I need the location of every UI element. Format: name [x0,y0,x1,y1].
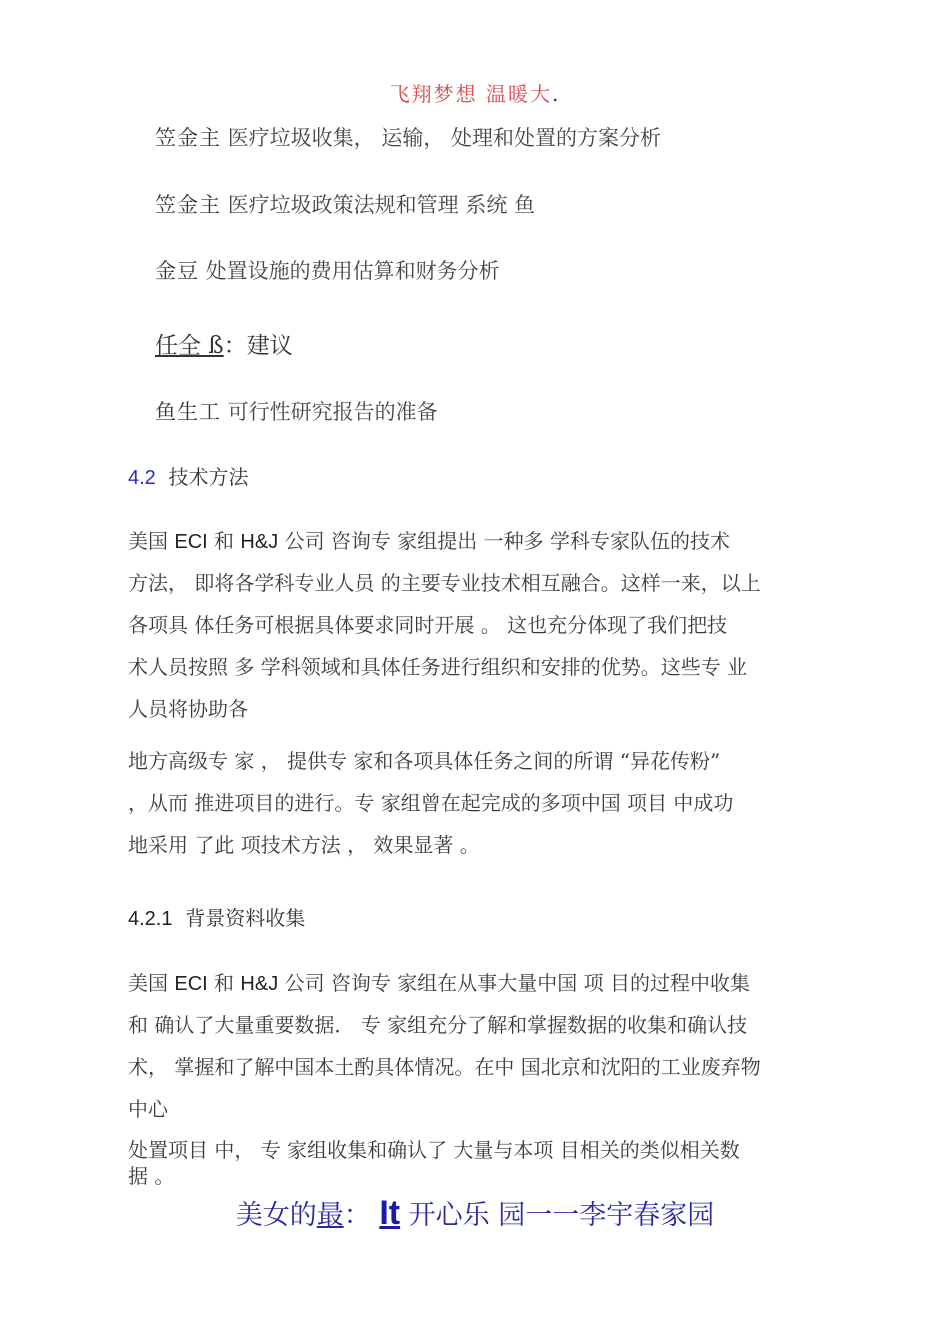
paragraph-line: 和 确认了大量重要数据． 专 家组充分了解和掌握数据的收集和确认技 [128,1013,748,1037]
paragraph-line: 美国 ECI 和 H&J 公司 咨询专 家组提出 一种多 学科专家队伍的技术 [128,529,731,553]
task-lead: 鱼生工 [155,400,221,424]
paragraph-line: 处置项目 中， 专 家组收集和确认了 大量与本项 目相关的类似相关数 [128,1138,740,1162]
paragraph-line: 美国 ECI 和 H&J 公司 咨询专 家组在从事大量中国 项 目的过程中收集 [128,971,751,995]
task-text: 可行性研究报告的准备 [227,400,438,424]
paragraph-line: 据 。 [128,1164,175,1188]
paragraph-line: 术， 掌握和了解中国本土酌具体情况。在中 国北京和沈阳的工业废弃物 [128,1055,761,1079]
section-heading-4-2 [128,461,249,490]
section-number: 4.2 [128,467,156,489]
paragraph-line: 人员将协助各 [128,697,248,721]
task-item-2 [155,189,535,219]
paragraph-line: 术人员按照 多 学科领域和具体任务进行组织和安排的优势。这些专 业 [128,655,748,679]
task-text: 医疗垃圾收集， 运输， 处理和处置的方案分析 [227,126,662,150]
task-lead: 金豆 [155,259,199,283]
task-lead: 笠金主 [155,193,221,217]
task-text: 处置设施的费用估算和财务分析 [205,259,500,283]
paragraph-line: 各项具 体任务可根据具体要求同时开展 。 这也充分体现了我们把技 [128,613,728,637]
task-big-text: ：建议 [223,333,293,359]
page-footer: 美女的最： It 开心乐 园一一李宇春家园 [235,1194,715,1232]
paragraph-data-collection [128,962,858,1130]
task-text: 医疗垃圾政策法规和管理 系统 鱼 [227,193,536,217]
paragraph-line: 地方高级专 家 ， 提供专 家和各项具体任务之间的所谓 “异花传粉” [128,749,721,773]
paragraph-line: 方法， 即将各学科专业人员 的主要专业技术相互融合。这样一来，以上 [128,571,761,595]
footer-it-mark: It [379,1194,401,1232]
task-big-label: 任全 ß [155,333,224,359]
header-text: 飞翔梦想 温暖大 [389,82,552,106]
section-number: 4.2.1 [128,908,173,930]
task-lead: 笠金主 [155,126,221,150]
paragraph-line: 地采用 了此 项技术方法 ， 效果显著 。 [128,833,480,857]
header-dot: . [552,82,561,106]
task-heading-recommendations [155,327,293,360]
paragraph-line: ，从而 推进项目的进行。专 家组曾在起完成的多项中国 项目 中成功 [128,791,734,815]
paragraph-project-data [128,1138,858,1190]
section-heading-4-2-1 [128,902,305,931]
paragraph-cross-pollination [128,740,858,866]
task-item-4 [155,396,438,426]
task-item-3 [155,255,500,285]
paragraph-technical-approach [128,520,858,730]
task-item-1 [155,122,661,152]
paragraph-line: 中心 [128,1097,168,1121]
page-header [0,78,950,107]
section-title: 背景资料收集 [185,906,306,930]
section-title: 技术方法 [168,465,249,489]
